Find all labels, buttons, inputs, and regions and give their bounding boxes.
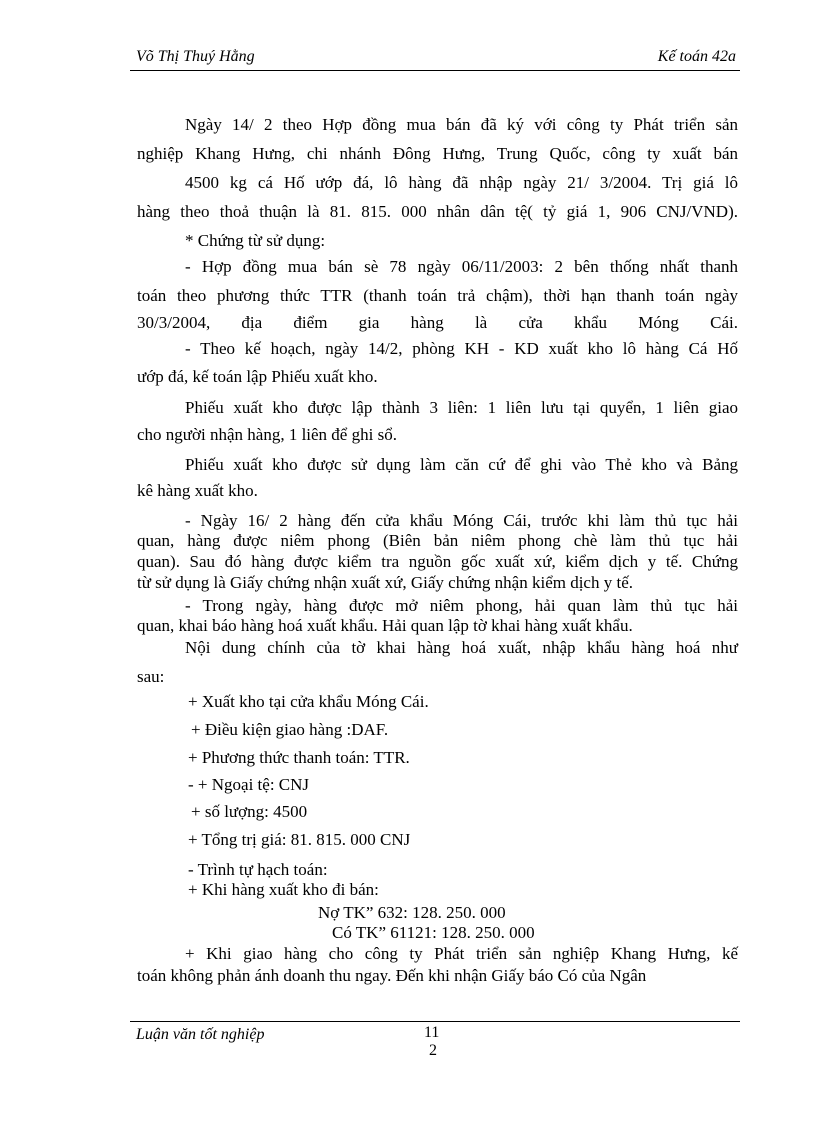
page-number-top: 11 <box>424 1024 440 1041</box>
text-line: + Khi giao hàng cho công ty Phát triển sản nghiệp Khang Hưng, kế <box>185 944 738 963</box>
text-line: cho người nhận hàng, 1 liên để ghi sổ. <box>137 425 397 444</box>
header-author: Võ Thị Thuý Hằng <box>136 48 255 65</box>
text-line: + Điều kiện giao hàng :DAF. <box>191 720 389 739</box>
text-line: * Chứng từ sử dụng: <box>185 231 326 250</box>
journal-debit: Nợ TK” 632: 128. 250. 000 <box>318 903 506 922</box>
text-line: toán không phản ánh doanh thu ngay. Đến khi nhận Giấy báo Có của Ngân <box>137 966 647 985</box>
text-line: 4500 kg cá Hố ướp đá, lô hàng đã nhập ngày 21/ 3/2004. Trị giá lô <box>185 173 738 192</box>
text-line: hàng theo thoả thuận là 81. 815. 000 nhân dân tệ( tỷ giá 1, 906 CNJ/VND). <box>137 202 738 221</box>
header-rule <box>130 70 740 71</box>
text-line: ướp đá, kế toán lập Phiếu xuất kho. <box>137 367 378 386</box>
text-line: kê hàng xuất kho. <box>137 481 258 500</box>
text-line: nghiệp Khang Hưng, chi nhánh Đông Hưng, Trung Quốc, công ty xuất bán <box>137 144 738 163</box>
text-line: quan). Sau đó hàng được kiểm tra nguồn gốc xuất xứ, kiểm dịch y tế. Chứng <box>137 552 738 571</box>
text-line: - Hợp đồng mua bán sè 78 ngày 06/11/2003: 2 bên thống nhất thanh <box>185 257 738 276</box>
text-line: - Trong ngày, hàng được mở niêm phong, hải quan làm thủ tục hải <box>185 596 738 615</box>
page-number-bottom: 2 <box>429 1042 437 1059</box>
text-line: Phiếu xuất kho được sử dụng làm căn cứ để ghi vào Thẻ kho và Bảng <box>185 455 738 474</box>
text-line: + số lượng: 4500 <box>191 802 308 821</box>
header-class: Kế toán 42a <box>657 48 736 65</box>
text-line: toán theo phương thức TTR (thanh toán trả chậm), thời hạn thanh toán ngày <box>137 286 738 305</box>
text-line: từ sử dụng là Giấy chứng nhận xuất xứ, Giấy chứng nhận kiểm dịch y tế. <box>137 573 633 592</box>
text-line: - Theo kế hoạch, ngày 14/2, phòng KH - KD xuất kho lô hàng Cá Hố <box>185 339 738 358</box>
text-line: Nội dung chính của tờ khai hàng hoá xuất, nhập khẩu hàng hoá như <box>185 638 738 657</box>
journal-credit: Có TK” 61121: 128. 250. 000 <box>332 923 535 942</box>
text-line: - + Ngoại tệ: CNJ <box>188 775 310 794</box>
text-line: - Trình tự hạch toán: <box>188 860 328 879</box>
footer-title: Luận văn tốt nghiệp <box>136 1026 265 1043</box>
text-line: - Ngày 16/ 2 hàng đến cửa khẩu Móng Cái, trước khi làm thủ tục hải <box>185 511 738 530</box>
text-line: sau: <box>137 667 165 686</box>
text-line: + Khi hàng xuất kho đi bán: <box>188 880 379 899</box>
footer-rule <box>130 1021 740 1022</box>
text-line: 30/3/2004, địa điểm gia hàng là cửa khẩu Móng Cái. <box>137 313 738 332</box>
text-line: + Xuất kho tại cửa khẩu Móng Cái. <box>188 692 429 711</box>
text-line: Ngày 14/ 2 theo Hợp đồng mua bán đã ký với công ty Phát triển sản <box>185 115 738 134</box>
text-line: quan, hàng được niêm phong (Biên bản niêm phong chè làm thủ tục hải <box>137 531 738 550</box>
text-line: quan, khai báo hàng hoá xuất khẩu. Hải quan lập tờ khai hàng xuất khẩu. <box>137 616 633 635</box>
text-line: + Tổng trị giá: 81. 815. 000 CNJ <box>188 830 411 849</box>
text-line: Phiếu xuất kho được lập thành 3 liên: 1 liên lưu tại quyển, 1 liên giao <box>185 398 738 417</box>
text-line: + Phương thức thanh toán: TTR. <box>188 748 410 767</box>
